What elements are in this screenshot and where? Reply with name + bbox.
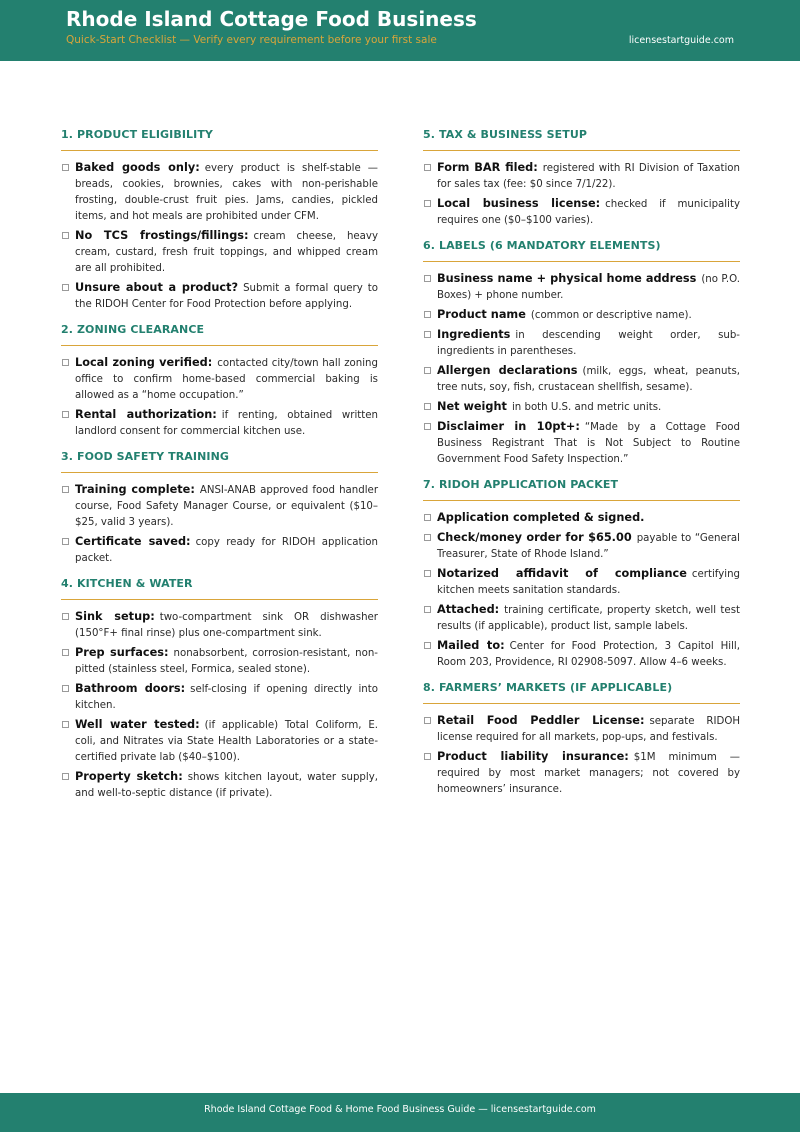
item-label: Retail Food Peddler License: <box>437 714 645 727</box>
item-label: Local business license: <box>437 197 601 210</box>
item-label: Rental authorization: <box>75 408 217 421</box>
checklist-item <box>423 327 740 360</box>
checklist-item <box>423 363 740 396</box>
item-label: Allergen declarations <box>437 364 578 377</box>
checkbox-icon[interactable] <box>62 721 69 728</box>
checkbox-icon[interactable] <box>62 613 69 620</box>
item-text: shows kitchen layout, water supply, and well-to-septic distance (if private). <box>75 772 378 799</box>
item-label: Application completed & signed. <box>437 511 645 524</box>
checklist-item <box>423 399 740 416</box>
checklist-item <box>423 307 740 324</box>
checkbox-icon[interactable] <box>62 538 69 545</box>
checklist-item <box>423 638 740 671</box>
checkbox-icon[interactable] <box>62 773 69 780</box>
checklist-item <box>423 271 740 304</box>
checklist-section <box>423 128 740 229</box>
item-text: ANSI-ANAB approved food handler course, Food Safety Manager Course, or equivalent ($10–$25, valid 3 years). <box>75 485 379 528</box>
item-label: Product name <box>437 308 526 321</box>
checklist-item <box>423 530 740 563</box>
item-label: Unsure about a product? <box>75 281 239 294</box>
section-title: 6. LABELS (6 MANDATORY ELEMENTS) <box>423 239 740 262</box>
item-label: No TCS frostings/fillings: <box>75 229 249 242</box>
checkbox-icon[interactable] <box>424 311 431 318</box>
checkbox-icon[interactable] <box>424 642 431 649</box>
item-label: Ingredients <box>437 328 511 341</box>
header-site-url: licensestartguide.com <box>628 35 734 46</box>
item-text: if renting, obtained written landlord consent for commercial kitchen use. <box>75 410 378 437</box>
item-label: Local zoning verified: <box>75 356 213 369</box>
item-text: Center for Food Protection, 3 Capitol Hill, Room 203, Providence, RI 02908-5097. Allow 4–6 weeks. <box>437 641 740 668</box>
item-text: cream cheese, heavy cream, custard, fresh fruit toppings, and whipped cream are all prohibited. <box>75 231 378 274</box>
item-text: payable to “General Treasurer, State of Rhode Island.” <box>437 533 740 560</box>
footer-text: Rhode Island Cottage Food & Home Food Business Guide — licensestartguide.com <box>204 1104 596 1115</box>
page-footer <box>0 1093 800 1132</box>
item-label: Certificate saved: <box>75 535 191 548</box>
item-label: Business name + physical home address <box>437 272 697 285</box>
item-label: Disclaimer in 10pt+: <box>437 420 580 433</box>
item-text: self-closing if opening directly into kitchen. <box>75 684 378 711</box>
item-text: (no P.O. Boxes) + phone number. <box>437 274 740 301</box>
checkbox-icon[interactable] <box>424 275 431 282</box>
checklist-item <box>61 609 378 642</box>
item-text: certifying kitchen meets sanitation standards. <box>437 569 740 596</box>
item-text: “Made by a Cottage Food Business Registrant That is Not Subject to Routine Government Food Safety Inspection.” <box>437 422 741 465</box>
item-text: registered with RI Division of Taxation for sales tax (fee: $0 since 7/1/22). <box>437 163 740 190</box>
checkbox-icon[interactable] <box>424 753 431 760</box>
item-label: Property sketch: <box>75 770 183 783</box>
item-text: two-compartment sink OR dishwasher (150°F+ final rinse) plus one-compartment sink. <box>75 612 378 639</box>
checklist-item <box>423 160 740 193</box>
checklist-item <box>61 228 378 277</box>
checklist-item <box>61 482 378 531</box>
checklist-item <box>61 280 378 313</box>
checklist-item <box>61 645 378 678</box>
item-label: Well water tested: <box>75 718 200 731</box>
checklist-item <box>423 713 740 746</box>
item-text: (if applicable) Total Coliform, E. coli, and Nitrates via State Health Laboratories or a state-certified private lab ($40–$100). <box>75 720 378 763</box>
checkbox-icon[interactable] <box>424 200 431 207</box>
item-label: Attached: <box>437 603 500 616</box>
checkbox-icon[interactable] <box>424 606 431 613</box>
section-title: 5. TAX & BUSINESS SETUP <box>423 128 740 151</box>
section-title: 3. FOOD SAFETY TRAINING <box>61 450 378 473</box>
checkbox-icon[interactable] <box>62 411 69 418</box>
item-text: (milk, eggs, wheat, peanuts, tree nuts, soy, fish, crustacean shellfish, sesame). <box>437 366 741 393</box>
checklist-item <box>423 602 740 635</box>
checkbox-icon[interactable] <box>424 514 431 521</box>
item-label: Prep surfaces: <box>75 646 169 659</box>
checklist-item <box>423 510 740 527</box>
checklist-item <box>423 419 740 468</box>
checkbox-icon[interactable] <box>424 570 431 577</box>
item-label: Mailed to: <box>437 639 505 652</box>
item-label: Bathroom doors: <box>75 682 186 695</box>
item-text: nonabsorbent, corrosion-resistant, non-pitted (stainless steel, Formica, sealed stone). <box>75 648 378 675</box>
checklist-section <box>61 577 378 802</box>
item-text: Submit a formal query to the RIDOH Center for Food Protection before applying. <box>75 283 379 310</box>
item-text: separate RIDOH license required for all markets, pop-ups, and festivals. <box>437 716 741 743</box>
item-label: Form BAR filed: <box>437 161 538 174</box>
checklist-section <box>423 681 740 798</box>
item-text: training certificate, property sketch, well test results (if applicable), product list, sample labels. <box>437 605 740 632</box>
item-text: every product is shelf-stable — breads, cookies, brownies, cakes with non-perishable frosting, double-crust fruit pies. Jams, candies, pickled items, and hot meals are prohibited under CFM. <box>75 163 378 222</box>
item-label: Training complete: <box>75 483 195 496</box>
page-title: Rhode Island Cottage Food Business <box>66 7 477 31</box>
checklist-item <box>61 407 378 440</box>
checkbox-icon[interactable] <box>424 403 431 410</box>
item-label: Product liability insurance: <box>437 750 629 763</box>
item-text: copy ready for RIDOH application packet. <box>75 537 378 564</box>
section-title: 1. PRODUCT ELIGIBILITY <box>61 128 378 151</box>
checkbox-icon[interactable] <box>62 359 69 366</box>
checkbox-icon[interactable] <box>424 717 431 724</box>
page-subtitle: Quick-Start Checklist — Verify every requirement before your first sale <box>66 34 437 46</box>
item-text: checked if municipality requires one ($0–$100 varies). <box>437 199 740 226</box>
item-text: in descending weight order, sub-ingredients in parentheses. <box>437 330 740 357</box>
checklist-item <box>61 160 378 225</box>
checkbox-icon[interactable] <box>62 685 69 692</box>
checkbox-icon[interactable] <box>424 367 431 374</box>
checkbox-icon[interactable] <box>62 649 69 656</box>
item-label: Net weight <box>437 400 507 413</box>
item-label: Notarized affidavit of compliance <box>437 567 687 580</box>
checklist-section <box>61 450 378 567</box>
checkbox-icon[interactable] <box>62 164 69 171</box>
item-text: (common or descriptive name). <box>530 310 692 321</box>
checklist-item <box>61 355 378 404</box>
checkbox-icon[interactable] <box>62 486 69 493</box>
checklist-section <box>423 239 740 468</box>
section-title: 2. ZONING CLEARANCE <box>61 323 378 346</box>
checklist-item <box>61 769 378 802</box>
section-title: 4. KITCHEN & WATER <box>61 577 378 600</box>
checklist-item <box>423 749 740 798</box>
checklist-item <box>423 566 740 599</box>
checkbox-icon[interactable] <box>424 164 431 171</box>
checklist-section <box>61 128 378 313</box>
left-column <box>61 128 378 812</box>
item-label: Check/money order for $65.00 <box>437 531 632 544</box>
right-column <box>423 128 740 808</box>
item-label: Baked goods only: <box>75 161 200 174</box>
page-header <box>0 0 800 61</box>
checkbox-icon[interactable] <box>424 423 431 430</box>
section-title: 8. FARMERS’ MARKETS (IF APPLICABLE) <box>423 681 740 704</box>
checkbox-icon[interactable] <box>424 534 431 541</box>
checklist-item <box>61 534 378 567</box>
section-title: 7. RIDOH APPLICATION PACKET <box>423 478 740 501</box>
item-text: contacted city/town hall zoning office to confirm home-based commercial baking is allowed as a “home occupation.” <box>75 358 378 401</box>
item-text: $1M minimum — required by most market managers; not covered by homeowners’ insurance. <box>437 752 740 795</box>
checkbox-icon[interactable] <box>424 331 431 338</box>
checklist-section <box>423 478 740 671</box>
item-text: in both U.S. and metric units. <box>511 402 662 413</box>
checklist-item <box>423 196 740 229</box>
checkbox-icon[interactable] <box>62 284 69 291</box>
checklist-item <box>61 681 378 714</box>
checklist-section <box>61 323 378 440</box>
checklist-item <box>61 717 378 766</box>
checkbox-icon[interactable] <box>62 232 69 239</box>
item-label: Sink setup: <box>75 610 155 623</box>
